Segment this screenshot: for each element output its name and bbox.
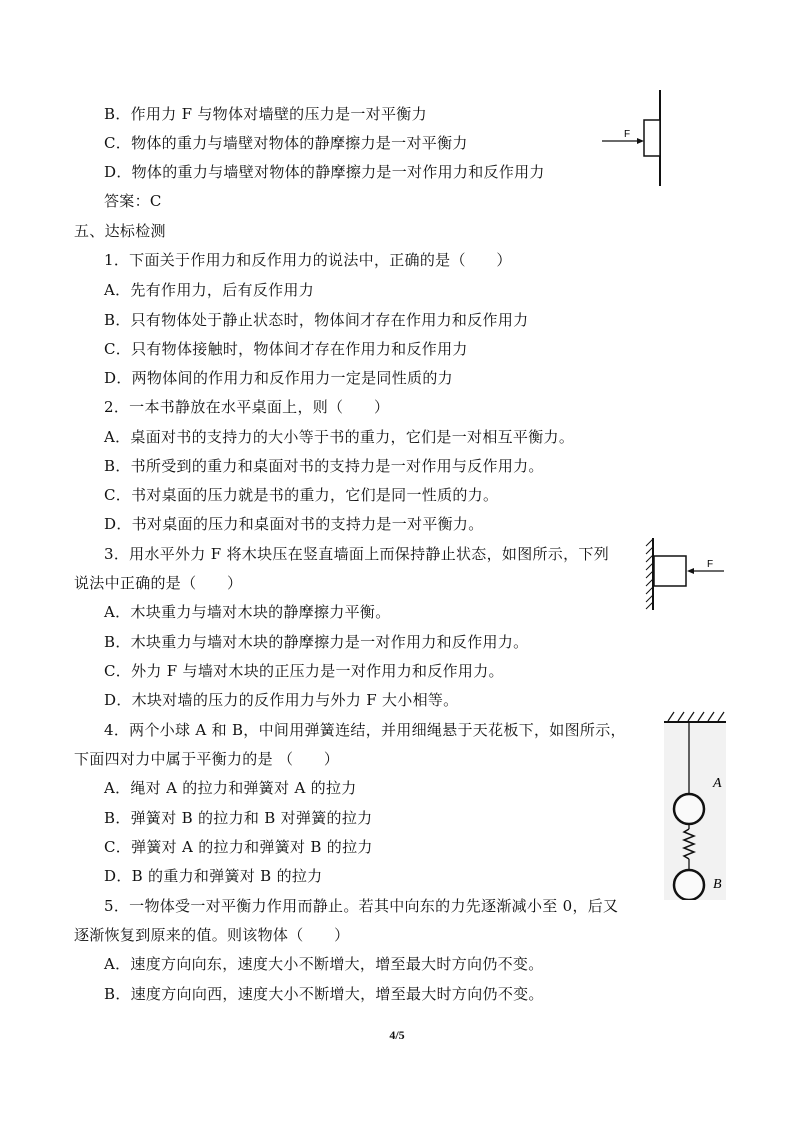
question-3-option-c: C．外力 F 与墙对木块的正压力是一对作用力和反作用力。 [104, 662, 504, 680]
ball-b [674, 870, 704, 900]
force-label: F [624, 129, 631, 140]
question-2-option-b: B．书所受到的重力和桌面对书的支持力是一对作用与反作用力。 [104, 457, 544, 475]
question-1-option-c: C．只有物体接触时，物体间才存在作用力和反作用力 [104, 340, 468, 358]
question-4-option-c: C．弹簧对 A 的拉力和弹簧对 B 的拉力 [104, 838, 373, 856]
block [654, 556, 686, 586]
ball-b-label: B [713, 877, 722, 892]
question-5-option-a: A．速度方向向东，速度大小不断增大，增至最大时方向仍不变。 [104, 955, 544, 973]
question-1-option-a: A．先有作用力，后有反作用力 [104, 281, 315, 299]
question-1-option-d: D．两物体间的作用力和反作用力一定是同性质的力 [104, 369, 453, 387]
question-2-option-c: C．书对桌面的压力就是书的重力，它们是同一性质的力。 [104, 486, 499, 504]
answer-line: 答案：C [104, 192, 162, 210]
question-4-option-a: A．绳对 A 的拉力和弹簧对 A 的拉力 [104, 779, 357, 797]
question-1-option-b: B．只有物体处于静止状态时，物体间才存在作用力和反作用力 [104, 311, 529, 329]
force-arrow-head [637, 138, 644, 144]
block [644, 120, 660, 156]
ball-a-label: A [713, 776, 722, 791]
section-heading: 五、达标检测 [74, 222, 166, 240]
question-2-stem: 2．一本书静放在水平桌面上，则（ ） [104, 398, 390, 416]
question-3-option-b: B．木块重力与墙对木块的静摩擦力是一对作用力和反作用力。 [104, 633, 529, 651]
question-4-option-d: D．B 的重力和弹簧对 B 的拉力 [104, 867, 323, 885]
question-3-stem: 3．用水平外力 F 将木块压在竖直墙面上而保持静止状态，如图所示，下列 [104, 545, 609, 563]
wall-hatching [646, 539, 653, 609]
ceiling-hatching [668, 712, 724, 721]
question-5-stem-cont: 逐渐恢复到原来的值。则该物体（ ） [74, 926, 350, 944]
question-4-option-b: B．弹簧对 B 的拉力和 B 对弹簧的拉力 [104, 809, 373, 827]
question-3-stem-cont: 说法中正确的是（ ） [74, 574, 243, 592]
figure-block-on-wall-2 [644, 538, 728, 610]
option-b-line: B．作用力 F 与物体对墙壁的压力是一对平衡力 [104, 105, 427, 123]
question-3-option-d: D．木块对墙的压力的反作用力与外力 F 大小相等。 [104, 691, 459, 709]
option-c-line: C．物体的重力与墙壁对物体的静摩擦力是一对平衡力 [104, 134, 468, 152]
question-5-option-b: B．速度方向向西，速度大小不断增大，增至最大时方向仍不变。 [104, 985, 544, 1003]
question-5-stem: 5．一物体受一对平衡力作用而静止。若其中向东的力先逐渐减小至 0，后又 [104, 897, 619, 915]
question-2-option-d: D．书对桌面的压力和桌面对书的支持力是一对平衡力。 [104, 515, 484, 533]
question-3-option-a: A．木块重力与墙对木块的静摩擦力平衡。 [104, 603, 391, 621]
force-label: F [707, 559, 714, 570]
figure-block-on-wall-1 [598, 88, 668, 188]
question-4-stem: 4．两个小球 A 和 B，中间用弹簧连结，并用细绳悬于天花板下，如图所示， [104, 721, 626, 739]
page-number: 4/5 [389, 1028, 405, 1042]
option-d-line: D．物体的重力与墙壁对物体的静摩擦力是一对作用力和反作用力 [104, 163, 545, 181]
question-1-stem: 1．下面关于作用力和反作用力的说法中，正确的是（ ） [104, 251, 512, 269]
ball-a [674, 794, 704, 824]
force-arrow-head [687, 568, 694, 574]
figure-spring-balls [660, 708, 732, 900]
question-2-option-a: A．桌面对书的支持力的大小等于书的重力，它们是一对相互平衡力。 [104, 428, 575, 446]
question-4-stem-cont: 下面四对力中属于平衡力的是 （ ） [74, 750, 340, 768]
